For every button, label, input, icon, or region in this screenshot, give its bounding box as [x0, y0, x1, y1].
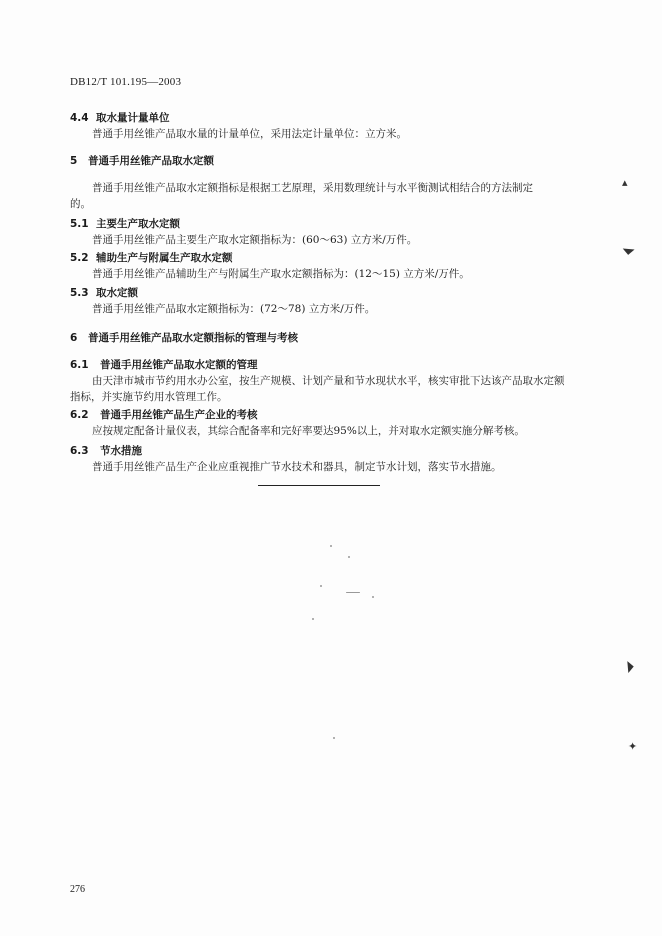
section-body: 普通手用丝锥产品辅助生产与附属生产取水定额指标为：(12～15) 立方米/万件。 [92, 268, 470, 280]
section-heading [70, 443, 615, 459]
section-number: 6.1 [70, 359, 89, 371]
end-rule [258, 485, 380, 486]
section-number: 5.3 [70, 287, 89, 299]
margin-mark: ◣ [620, 240, 636, 257]
section-heading [70, 153, 615, 169]
margin-mark: ◥ [620, 658, 636, 675]
section-body-line: 的。 [70, 198, 91, 210]
section-6-3 [70, 443, 615, 475]
section-title: 辅助生产与附属生产取水定额 [96, 252, 233, 264]
scan-speck [320, 585, 322, 587]
section-number: 4.4 [70, 112, 89, 124]
section-body: 普通手用丝锥产品主要生产取水定额指标为：(60～63) 立方米/万件。 [92, 234, 418, 246]
section-6-2 [70, 407, 615, 439]
section-number: 5.2 [70, 252, 89, 264]
section-heading [70, 330, 615, 346]
scan-speck [333, 737, 335, 739]
section-title: 普通手用丝锥产品取水定额指标的管理与考核 [88, 332, 298, 344]
document-code: DB12/T 101.195—2003 [70, 76, 182, 88]
section-heading [70, 357, 615, 373]
scan-speck [312, 618, 314, 620]
section-4-4 [70, 110, 615, 142]
scan-speck [346, 592, 360, 593]
section-number: 6.3 [70, 445, 89, 457]
section-6-1 [70, 357, 615, 405]
section-body: 普通手用丝锥产品生产企业应重视推广节水技术和器具，制定节水计划，落实节水措施。 [92, 461, 502, 473]
section-title: 普通手用丝锥产品生产企业的考核 [100, 409, 258, 421]
section-body-line: 普通手用丝锥产品取水定额指标是根据工艺原理，采用数理统计与水平衡测试相结合的方法制定 [92, 182, 533, 194]
section-body: 普通手用丝锥产品取水定额指标为：(72～78) 立方米/万件。 [92, 303, 376, 315]
section-body-line: 指标，并实施节约用水管理工作。 [70, 391, 228, 403]
scan-speck [348, 556, 350, 558]
section-title: 主要生产取水定额 [96, 218, 180, 230]
section-5-1 [70, 216, 615, 248]
section-heading [70, 110, 615, 126]
section-heading [70, 216, 615, 232]
page-number: 276 [70, 884, 85, 895]
scan-speck [330, 545, 332, 547]
section-title: 普通手用丝锥产品取水定额 [88, 155, 214, 167]
section-5 [70, 153, 615, 169]
section-body: 应按规定配备计量仪表，其综合配备率和完好率要达95%以上，并对取水定额实施分解考核。 [92, 425, 525, 437]
section-number: 6.2 [70, 409, 89, 421]
section-5-3 [70, 285, 615, 317]
section-number: 5 [70, 155, 78, 167]
section-title: 节水措施 [100, 445, 142, 457]
section-body-line: 由天津市城市节约用水办公室，按生产规模、计划产量和节水现状水平，核实审批下达该产品取水定额 [92, 375, 565, 387]
margin-mark: ✦ [628, 740, 638, 753]
section-heading [70, 407, 615, 423]
margin-mark: ▴ [622, 176, 628, 189]
section-body: 普通手用丝锥产品取水量的计量单位，采用法定计量单位：立方米。 [92, 128, 407, 140]
section-6 [70, 330, 615, 346]
section-5-body [70, 180, 615, 212]
section-5-2 [70, 250, 615, 282]
scan-speck [372, 596, 374, 598]
section-title: 取水定额 [96, 287, 138, 299]
section-number: 5.1 [70, 218, 89, 230]
section-heading [70, 285, 615, 301]
section-number: 6 [70, 332, 78, 344]
section-title: 取水量计量单位 [96, 112, 170, 124]
section-title: 普通手用丝锥产品取水定额的管理 [100, 359, 258, 371]
section-heading [70, 250, 615, 266]
